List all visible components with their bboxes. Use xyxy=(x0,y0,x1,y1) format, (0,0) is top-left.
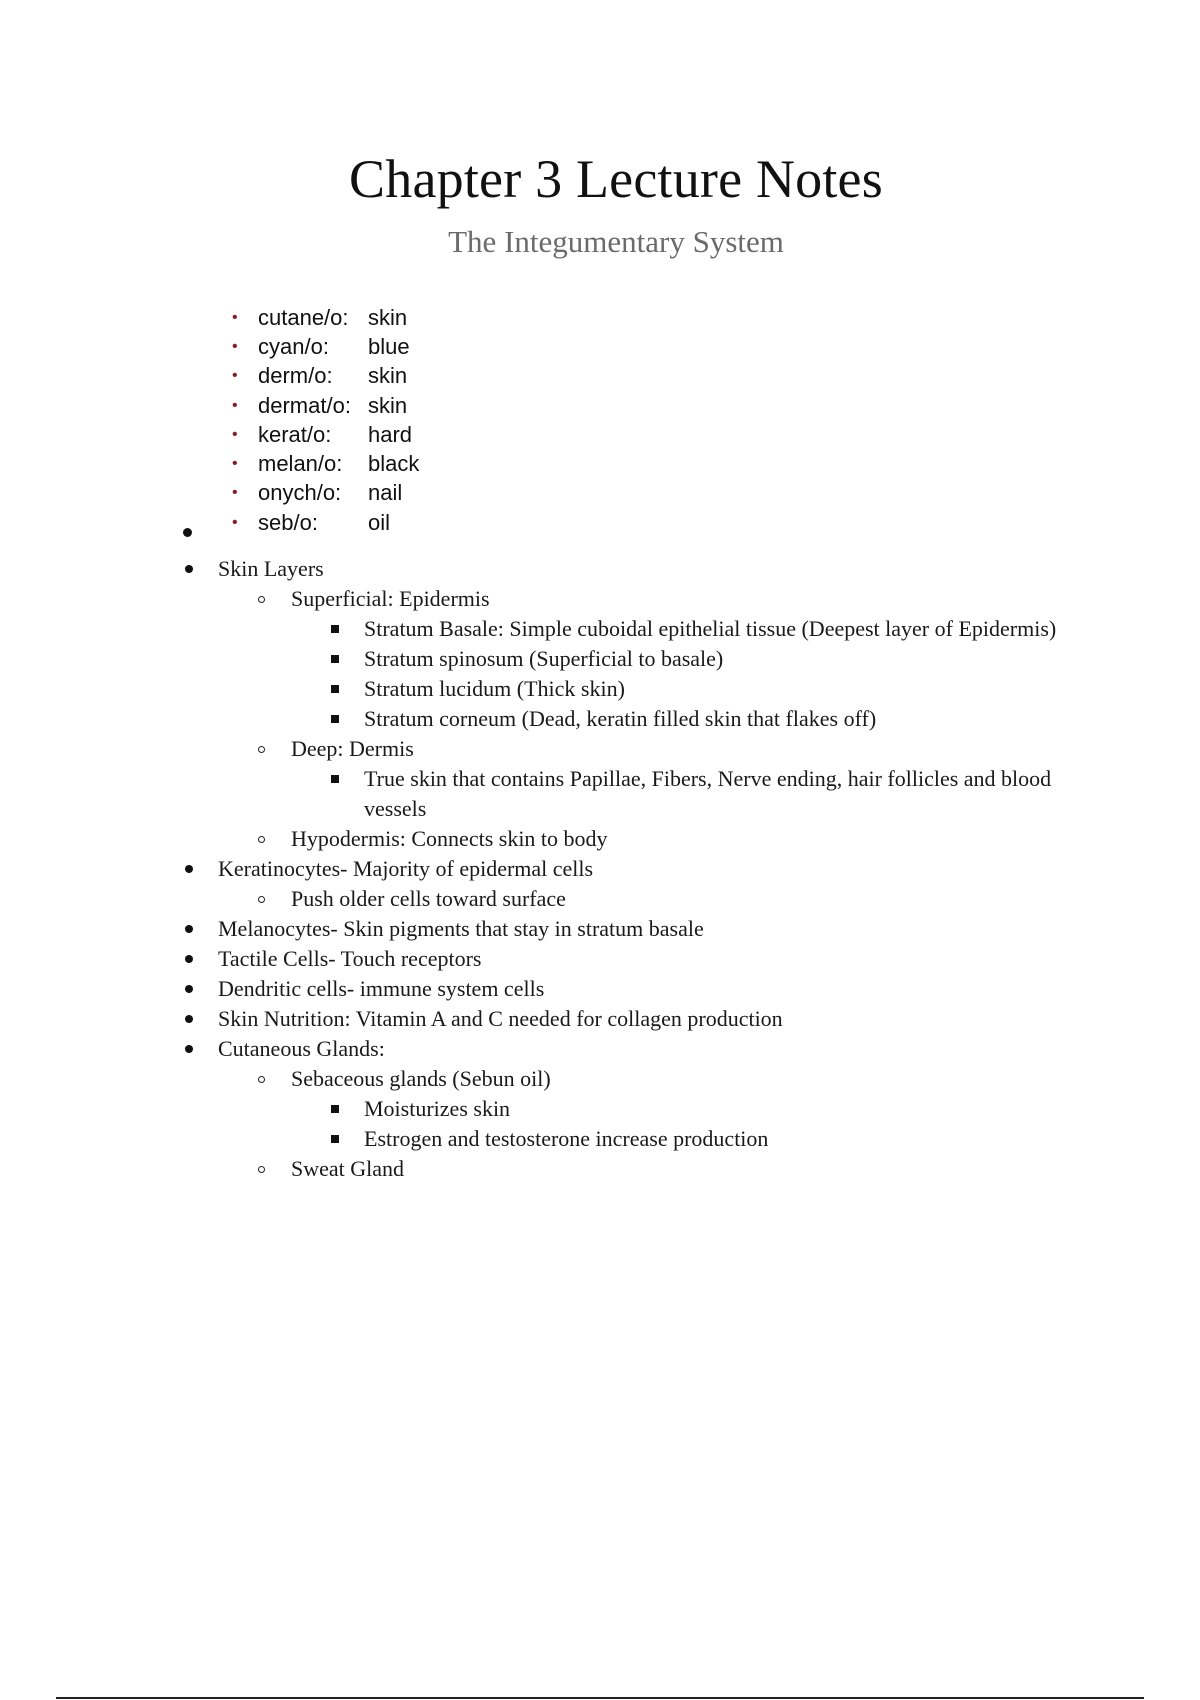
outline-item xyxy=(0,824,1200,854)
bullet-icon: • xyxy=(232,337,238,355)
vocabulary-item xyxy=(232,391,419,420)
notes-outline xyxy=(0,554,1200,1184)
square-bullet-icon xyxy=(328,764,342,794)
bullet-icon: • xyxy=(232,455,238,473)
outline-text: Keratinocytes- Majority of epidermal cells xyxy=(218,856,594,881)
outline-item xyxy=(0,704,1064,734)
outline-text: Moisturizes skin xyxy=(364,1096,511,1121)
outline-item xyxy=(0,554,1200,584)
vocabulary-term: cutane/o: xyxy=(258,304,349,330)
outline-item xyxy=(0,1034,1200,1064)
bullet-icon xyxy=(182,974,196,1004)
vocabulary-meaning: oil xyxy=(368,509,391,535)
circle-bullet-icon xyxy=(254,734,268,764)
outline-text: Stratum spinosum (Superficial to basale) xyxy=(364,646,724,671)
vocabulary-item xyxy=(232,420,419,449)
page-bottom-rule xyxy=(56,1697,1144,1699)
outline-item xyxy=(0,674,1064,704)
outline-text: Stratum Basale: Simple cuboidal epithelial tissue (Deepest layer of Epidermis) xyxy=(364,616,1057,641)
bullet-icon: • xyxy=(232,425,238,443)
outline-text: Skin Layers xyxy=(218,556,324,581)
vocabulary-item xyxy=(232,479,419,508)
bullet-icon: • xyxy=(232,513,238,531)
square-bullet-icon xyxy=(328,704,342,734)
circle-bullet-icon xyxy=(254,884,268,914)
outline-item xyxy=(0,764,1064,824)
square-bullet-icon xyxy=(328,644,342,674)
vocabulary-item xyxy=(232,508,419,537)
bullet-icon: • xyxy=(232,308,238,326)
outline-text: Cutaneous Glands: xyxy=(218,1036,385,1061)
vocabulary-meaning: skin xyxy=(368,392,408,418)
outline-text: True skin that contains Papillae, Fibers, Nerve ending, hair follicles and blood vessels xyxy=(364,766,1052,821)
vocabulary-term: onych/o: xyxy=(258,480,342,506)
square-bullet-icon xyxy=(328,1094,342,1124)
vocabulary-term: derm/o: xyxy=(258,363,333,389)
vocabulary-meaning: skin xyxy=(368,363,408,389)
outline-item xyxy=(0,854,1200,884)
vocabulary-term: melan/o: xyxy=(258,451,343,477)
outline-item xyxy=(0,644,1064,674)
vocabulary-meaning: nail xyxy=(368,480,403,506)
vocabulary-meaning: black xyxy=(368,451,420,477)
outline-item xyxy=(0,614,1064,644)
outline-text: Superficial: Epidermis xyxy=(291,586,490,611)
vocabulary-term: cyan/o: xyxy=(258,333,329,359)
circle-bullet-icon xyxy=(254,824,268,854)
outline-text: Tactile Cells- Touch receptors xyxy=(218,946,482,971)
outline-text: Hypodermis: Connects skin to body xyxy=(291,826,608,851)
circle-bullet-icon xyxy=(254,1064,268,1094)
vocabulary-meaning: hard xyxy=(368,421,413,447)
bullet-icon xyxy=(182,1004,196,1034)
outline-item xyxy=(0,1094,1064,1124)
bullet-icon xyxy=(182,554,196,584)
bullet-icon: • xyxy=(232,484,238,502)
outline-text: Sebaceous glands (Sebun oil) xyxy=(291,1066,551,1091)
vocabulary-term: seb/o: xyxy=(258,509,318,535)
page-subtitle: The Integumentary System xyxy=(448,224,784,259)
outline-item xyxy=(0,1124,1064,1154)
vocabulary-meaning: blue xyxy=(368,333,410,359)
vocabulary-term: kerat/o: xyxy=(258,421,332,447)
outline-text: Melanocytes- Skin pigments that stay in stratum basale xyxy=(218,916,704,941)
vocabulary-item xyxy=(232,362,419,391)
outline-text: Dendritic cells- immune system cells xyxy=(218,976,545,1001)
vocabulary-item xyxy=(232,332,419,361)
circle-bullet-icon xyxy=(254,1154,268,1184)
vocabulary-term: dermat/o: xyxy=(258,392,351,418)
outline-text: Deep: Dermis xyxy=(291,736,414,761)
vocabulary-meaning: skin xyxy=(368,304,408,330)
outline-item xyxy=(0,584,1200,614)
bullet-icon: • xyxy=(232,367,238,385)
vocabulary-item xyxy=(232,303,419,332)
square-bullet-icon xyxy=(328,674,342,704)
vocabulary-list xyxy=(232,303,419,537)
outline-text: Stratum lucidum (Thick skin) xyxy=(364,676,625,701)
bullet-icon xyxy=(182,854,196,884)
outline-item xyxy=(0,884,1200,914)
outline-item xyxy=(0,1154,1200,1184)
outline-item xyxy=(0,944,1200,974)
square-bullet-icon xyxy=(328,614,342,644)
outline-text: Estrogen and testosterone increase production xyxy=(364,1126,769,1151)
page-title: Chapter 3 Lecture Notes xyxy=(349,149,883,209)
empty-bullet-icon xyxy=(183,528,192,537)
outline-item xyxy=(0,734,1200,764)
outline-text: Push older cells toward surface xyxy=(291,886,566,911)
bullet-icon xyxy=(182,914,196,944)
bullet-icon xyxy=(182,1034,196,1064)
outline-item xyxy=(0,914,1200,944)
outline-text: Stratum corneum (Dead, keratin filled skin that flakes off) xyxy=(364,706,877,731)
bullet-icon xyxy=(182,944,196,974)
square-bullet-icon xyxy=(328,1124,342,1154)
outline-text: Skin Nutrition: Vitamin A and C needed for collagen production xyxy=(218,1006,783,1031)
outline-item xyxy=(0,974,1200,1004)
outline-item xyxy=(0,1004,1200,1034)
bullet-icon: • xyxy=(232,396,238,414)
outline-item xyxy=(0,1064,1200,1094)
vocabulary-item xyxy=(232,449,419,478)
outline-text: Sweat Gland xyxy=(291,1156,405,1181)
circle-bullet-icon xyxy=(254,584,268,614)
